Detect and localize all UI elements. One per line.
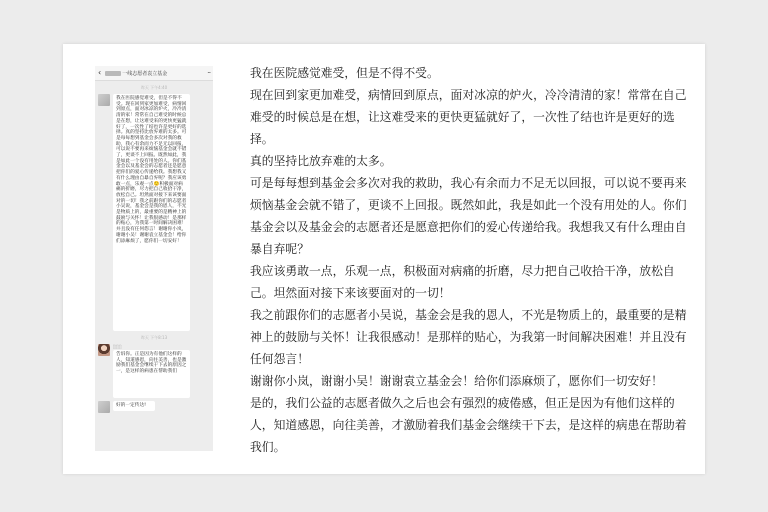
message-bubble: 我在医院感觉难受，但是不得不受。现在回到家更加难受，病情回到原点，面对冰凉的炉火，冷冷清清的家！常常在自己难受的时候总是在想，让这难受来的更快更猛就好了，一次性了结也许是更好的选择。真的坚持比放弃难的太多。可是每每想到基金会多次对我的救助，我心有余而力不足无以回报，可以说不要再来烦恼基金会就不错了，更谈不上回报。既然如此，我是如此一个没有用处的人。你们基金会以及基金会的志愿者还是愿意把你们的爱心传递给我。我想我又有什么理由自暴自弃呢？我应该勇敢一点，乐观一点🙂积极面对病痛的折磨，尽力把自己收拾干净，放松自己。坦然面对接下来该要面对的一切！我之前跟你们的志愿者小吴说，基金会是我的恩人，不光是物质上的，最重要的是精神上的鼓励与关怀！让我很感动！是那样的贴心，为我第一时间解决困难！并且没有任何怨言！谢谢你小岚，谢谢小吴！谢谢袁立基金会！给你们添麻烦了，愿你们一切安好！ <box>113 94 190 331</box>
transcript-paragraph: 谢谢你小岚，谢谢小吴！谢谢袁立基金会！给你们添麻烦了，愿你们一切安好！ <box>250 374 663 388</box>
transcript-paragraph: 我之前跟你们的志愿者小吴说，基金会是我的恩人，不光是物质上的，最重要的是精神上的鼓励与关怀！让我很感动！是那样的贴心，为我第一时间解决困难！并且没有任何怨言！ <box>250 308 687 366</box>
chat-title: 一线志愿者袁立基金 <box>122 70 168 77</box>
sender-name-blurred: ░░░ <box>113 344 122 349</box>
transcript-paragraph: 我应该勇敢一点，乐观一点，积极面对病痛的折磨，尽力把自己收拾干净，放松自己。坦然面对接下来该要面对的一切！ <box>250 264 675 300</box>
chat-timestamp: 昨天 下午8:13 <box>140 335 168 340</box>
avatar[interactable] <box>98 344 110 356</box>
avatar[interactable] <box>98 94 110 106</box>
transcript-paragraph: 是的，我们公益的志愿者做久之后也会有强烈的疲倦感，但正是因为有他们这样的人，知道感恩，向往美善，才激励着我们基金会继续干下去，是这样的病患在帮助着我们。 <box>250 396 687 454</box>
chat-message <box>95 94 213 331</box>
transcript-paragraph: 可是每每想到基金会多次对我的救助，我心有余而力不足无以回报，可以说不要再来烦恼基金会就不错了，更谈不上回报。既然如此，我是如此一个没有用处的人。你们基金会以及基金会的志愿者还是愿意把你们的爱心传递给我。我想我又有什么理由自暴自弃呢？ <box>250 176 687 256</box>
transcript-paragraph: 现在回到家更加难受，病情回到原点，面对冰凉的炉火，冷冷清清的家！常常在自己难受的时候总是在想，让这难受来的更快更猛就好了，一次性了结也许是更好的选择。 <box>250 88 687 146</box>
transcript-text <box>250 62 694 458</box>
transcript-paragraph: 真的坚持比放弃难的太多。 <box>250 154 392 168</box>
blurred-name <box>105 71 121 76</box>
chat-message <box>95 401 213 413</box>
chat-message <box>95 344 213 398</box>
message-bubble: 好的一定传达! <box>113 401 155 411</box>
transcript-paragraph: 我在医院感觉难受，但是不得不受。 <box>250 66 439 80</box>
content-card <box>63 44 705 474</box>
more-icon[interactable]: ··· <box>207 69 210 77</box>
message-bubble: 告诉你。正是因为有他们这样的人，知道感恩，向往美善，也是激励我们基金会继续干下去的原因之一，是这样的病患在帮助我们 <box>113 350 190 398</box>
avatar[interactable] <box>98 401 110 413</box>
chat-screenshot <box>95 66 213 451</box>
chevron-left-icon[interactable]: ‹ <box>98 68 102 77</box>
chat-timestamp: 昨天 下午4:40 <box>140 85 168 90</box>
chat-header <box>95 66 213 81</box>
